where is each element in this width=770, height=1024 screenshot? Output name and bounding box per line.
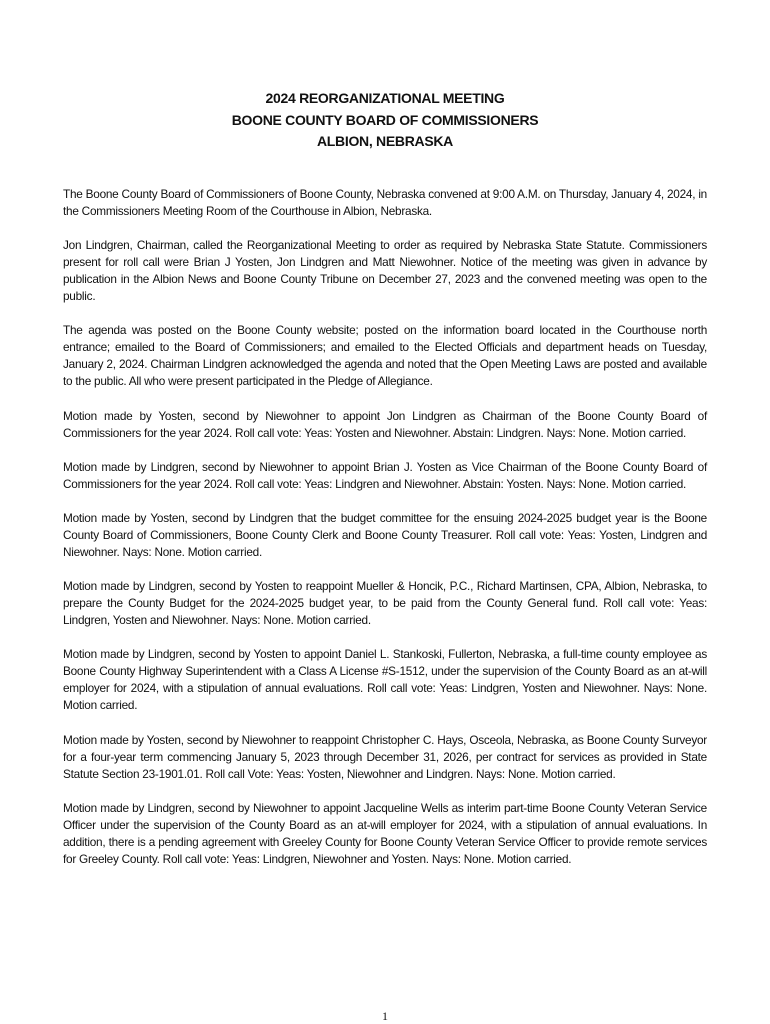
document-body	[63, 186, 707, 885]
paragraph-motion-county-surveyor: Motion made by Yosten, second by Niewohner to reappoint Christopher C. Hays, Osceola, Nebraska, as Boone County Surveyor for a four-year term commencing January 5, 2023 through December 31, 2026, per contract for services as provided in State Statute Section 23-1901.01. Roll call Vote: Yeas: Yosten, Niewohner and Lindgren. Nays: None. Motion carried.	[63, 732, 707, 781]
paragraph-motion-budget-committee: Motion made by Yosten, second by Lindgren that the budget committee for the ensuing 2024-2025 budget year is the Boone County Board of Commissioners, Boone County Clerk and Boone County Treasurer. Roll call vote: Yeas: Yosten, Lindgren and Niewohner. Nays: None. Motion carried.	[63, 510, 707, 559]
paragraph-motion-budget-preparer: Motion made by Lindgren, second by Yosten to reappoint Mueller & Honcik, P.C., Richard Martinsen, CPA, Albion, Nebraska, to prepare the County Budget for the 2024-2025 budget year, to be paid from the County General fund. Roll call vote: Yeas: Lindgren, Yosten and Niewohner. Nays: None. Motion carried.	[63, 579, 707, 628]
heading-location: ALBION, NEBRASKA	[317, 133, 453, 149]
page-number: 1	[382, 1009, 388, 1023]
paragraph-motion-highway-superintendent: Motion made by Lindgren, second by Yosten to appoint Daniel L. Stankoski, Fullerton, Nebraska, a full-time county employee as Boone County Highway Superintendent with a Class A License #S-1512, under the supervision of the County Board as an at-will employer for 2024, with a stipulation of annual evaluations. Roll call vote: Yeas: Lindgren, Yosten and Niewohner. Nays: None. Motion carried.	[63, 647, 707, 713]
paragraph-roll-call: Jon Lindgren, Chairman, called the Reorganizational Meeting to order as required by Nebraska State Statute. Commissioners present for roll call were Brian J Yosten, Jon Lindgren and Matt Niewohner. Notice of the meeting was given in advance by publication in the Albion News and Boone County Tribune on December 27, 2023 and the convened meeting was open to the public.	[63, 238, 707, 304]
paragraph-motion-chairman: Motion made by Yosten, second by Niewohner to appoint Jon Lindgren as Chairman of the Boone County Board of Commissioners for the year 2024. Roll call vote: Yeas: Yosten and Niewohner. Abstain: Lindgren. Nays: None. Motion carried.	[63, 408, 707, 440]
paragraph-motion-veteran-service-officer: Motion made by Lindgren, second by Niewohner to appoint Jacqueline Wells as interim part-time Boone County Veteran Service Officer under the supervision of the County Board as an at-will employer for 2024, with a stipulation of annual evaluations. In addition, there is a pending agreement with Greeley County for Boone County Veteran Service Officer to provide remote services for Greeley County. Roll call vote: Yeas: Lindgren, Niewohner and Yosten. Nays: None. Motion carried.	[63, 800, 707, 866]
paragraph-motion-vice-chairman: Motion made by Lindgren, second by Niewohner to appoint Brian J. Yosten as Vice Chairman of the Boone County Board of Commissioners for the year 2024. Roll call vote: Yeas: Lindgren and Niewohner. Abstain: Yosten. Nays: None. Motion carried.	[63, 459, 707, 491]
heading-organization: BOONE COUNTY BOARD OF COMMISSIONERS	[231, 111, 539, 128]
heading-title: 2024 REORGANIZATIONAL MEETING	[265, 90, 505, 106]
paragraph-agenda: The agenda was posted on the Boone County website; posted on the information board located in the Courthouse north entrance; emailed to the Board of Commissioners; and emailed to the Elected Officials and department heads on Tuesday, January 2, 2024. Chairman Lindgren acknowledged the agenda and noted that the Open Meeting Laws are posted and available to the public. All who were present participated in the Pledge of Allegiance.	[63, 323, 707, 389]
paragraph-convened: The Boone County Board of Commissioners of Boone County, Nebraska convened at 9:00 A.M. on Thursday, January 4, 2024, in the Commissioners Meeting Room of the Courthouse in Albion, Nebraska.	[63, 187, 707, 218]
document-heading	[0, 88, 770, 153]
